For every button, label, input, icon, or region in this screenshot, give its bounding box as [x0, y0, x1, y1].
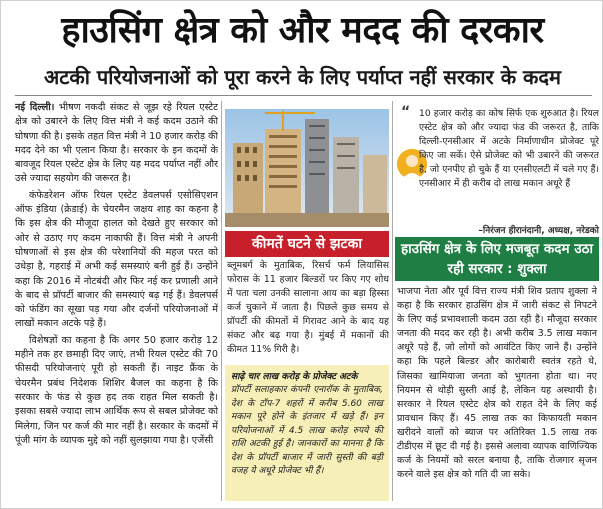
left-paragraph-1	[15, 101, 218, 187]
price-drop-box-title: कीमतें घटने से झटका	[225, 231, 389, 257]
construction-illustration	[225, 109, 389, 227]
header-divider	[15, 95, 592, 96]
dateline: नई दिल्ली।	[15, 102, 55, 113]
stalled-projects-box	[225, 365, 389, 501]
govt-steps-body: भाजपा नेता और पूर्व वित्त राज्य मंत्री शिव प्रताप शुक्ला ने कहा है कि सरकार हाउसिंग क्षेत्र में जारी संकट से निपटने के लिए कई प्रभावशाली कदम उठा रही है। मौजूदा सरकार जनता की मदद कर रही है। अभी करीब 3.5 लाख मकान अधूरे पड़े हैं, जो लोगों को आवंटित किए जाने हैं। उन्होंने कहा कि पहले बिल्डर और कारोबारी स्वतंत्र रहते थे, जिसका खामियाजा जनता को भुगतना होता था। नए नियमन से थोड़ी सुस्ती आई है, लेकिन यह अस्थायी है। सरकार ने रियल एस्टेट क्षेत्र को राहत देने के लिए कई प्रावधान किए हैं। 45 लाख तक का किफायती मकान खरीदने वालों को ब्याज पर अतिरिक्त 1.5 लाख तक टीडीएस में छूट दी गई है। इससे अलावा व्यापक वाणिज्यिक कर्ज के नियमों को सरल बनाया है, ताकि रोजगार सृजन करने वाले इस क्षेत्र को गति दी जा सके।	[397, 286, 597, 481]
quote-icon: “	[401, 104, 411, 120]
left-paragraph-2: कंफेडरेशन ऑफ रियल एस्टेट डेवलपर्स एसोसिएशन ऑफ इंडिया (क्रेडाई) के चेयरमैन जक्षय शाह का कहना है कि इस क्षेत्र की मौजूदा हालत को देखते हुए सरकार को ओर से उठाए गए कदम नाकाफी हैं। वित्त मंत्री ने अपनी घोषणाओं से इस क्षेत्र की परेशानियों की महज परत को उधेड़ा है, गहराई में अभी कई समस्याएं बनी हुई हैं। उन्होंने कहा कि 2016 में नोटबंदी और फिर नई कर प्रणाली आने के बाद से प्रॉपर्टी बाजार की समस्याएं बढ़ गई हैं। डेवलपर्स को फंडिंग का सूखा पड़ गया और दर्जनों परियोजनाओं में लाखों मकान अटके पड़े हैं।	[15, 189, 218, 330]
quote-attribution: –निरंजन हीरानंदानी, अध्यक्ष, नरेडको	[478, 226, 599, 236]
building-construction-photo	[225, 109, 389, 227]
govt-steps-box-title: हाउसिंग क्षेत्र के लिए मजबूत कदम उठा रही सरकार : शुक्ला	[395, 237, 599, 281]
subheadline: अटकी परियोजनाओं को पूरा करने के लिए पर्याप्त नहीं सरकार के कदम	[44, 65, 561, 89]
price-drop-body: ब्लूमबर्ग के मुताबिक, रिसर्च फर्म लियासिस फोरास के 11 हजार बिल्डरों पर किए गए शोध में पता चला उनकी सालाना आय का बड़ा हिस्सा कर्ज चुकाने में जाता है। पिछले कुछ समय से प्रॉपर्टी की कीमतों में गिरावट आने के बाद यह संकट और बढ़ गया है। मुंबई में मकानों की कीमत 11% गिरी है।	[227, 260, 389, 355]
stalled-projects-body: प्रॉपर्टी सलाहकार कंपनी एनारॉक के मुताबिक, देश के टॉप-7 शहरों में करीब 5.60 लाख मकान पूरे होने के इंतजार में खड़े हैं। इन परियोजनाओं में 4.5 लाख करोड़ रुपये की राशि अटकी हुई है। जानकारों का मानना है कि देश के प्रॉपर्टी बाजार में जारी सुस्ती की बड़ी वजह ये अधूरे प्रोजेक्ट भी हैं।	[231, 385, 383, 476]
left-article-column	[15, 101, 218, 501]
left-paragraph-1-text: भीषण नकदी संकट से जूझ रहे रियल एस्टेट क्षेत्र को उबारने के लिए वित्त मंत्री ने कई कदम उठाने की घोषणा की है। इसके तहत वित्त मंत्री ने 10 हजार करोड़ की मदद देने का भी एलान किया है। सरकार के इन कदमों के बावजूद रियल एस्टेट क्षेत्र के लिए यह मदद पर्याप्त नहीं और उसे ज्यादा सहयोग की जरूरत है।	[15, 102, 218, 185]
quote-text: 10 हजार करोड़ का कोष सिर्फ एक शुरुआत है। रियल एस्टेट क्षेत्र को और ज्यादा फंड की जरूरत है, ताकि दिल्ली-एनसीआर में अटके निर्माणाधीन प्रोजेक्ट पूरे किए जा सकें। ऐसे प्रोजेक्ट को भी उबारने की जरूरत है, जो एनपीए हो चुके हैं या एनसीएलटी में चले गए हैं। एनसीआर में ही करीब दो लाख मकान अधूरे हैं	[419, 108, 599, 189]
column-divider-right	[392, 101, 393, 501]
left-paragraph-3: विशेषज्ञों का कहना है कि अगर 50 हजार करोड़ 12 महीने तक हर छमाही दिए जाएं, तभी रियल एस्टेट की 70 फीसदी परियोजनाएं पूरी हो सकती हैं। नाइट फ्रैंक के चेयरमैन प्रबंध निदेशक शिशिर बैजल का कहना है कि सरकार के फंड से कुछ हद तक राहत मिल सकती है। इसका सबसे ज्यादा लाभ आर्थिक रूप से सबल प्रोजेक्ट को मिलेगा, जिन पर कर्ज की मार नहीं है। सरकार के कदमों में पूंजी मांग के व्यापक मुद्दे को नहीं सुलझाया गया है। एजेंसी	[15, 334, 218, 446]
column-divider-left	[221, 101, 222, 501]
stalled-projects-title: साढ़े चार लाख करोड़ के प्रोजेक्ट अटके	[231, 372, 358, 382]
headline: हाउसिंग क्षेत्र को और मदद की दरकार	[61, 10, 544, 51]
